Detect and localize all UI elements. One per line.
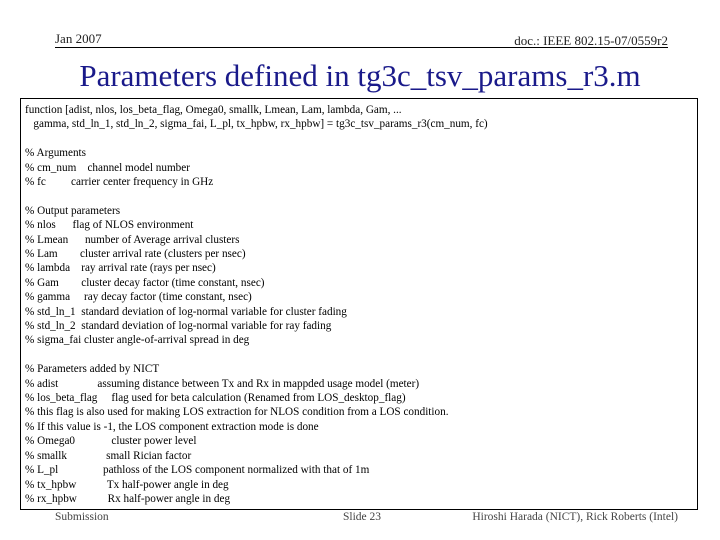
code-line: % los_beta_flag flag used for beta calculation (Renamed from LOS_desktop_flag) — [25, 392, 406, 405]
code-line: % smallk small Rician factor — [25, 449, 192, 462]
code-box — [20, 98, 698, 510]
nict-block — [25, 362, 693, 506]
code-line: % std_ln_1 standard deviation of log-normal variable for cluster fading — [25, 305, 347, 318]
code-line: % sigma_fai cluster angle-of-arrival spread in deg — [25, 334, 250, 347]
code-line: % this flag is also used for making LOS extraction for NLOS condition from a LOS condition. — [25, 406, 449, 419]
code-line: % nlos flag of NLOS environment — [25, 219, 194, 232]
code-line: % std_ln_2 standard deviation of log-normal variable for ray fading — [25, 320, 332, 333]
code-line: % tx_hpbw Tx half-power angle in deg — [25, 478, 229, 491]
code-line: % Lam cluster arrival rate (clusters per nsec) — [25, 248, 246, 261]
spacer — [25, 132, 693, 146]
footer-slide-number: Slide 23 — [343, 511, 382, 523]
outputs-block — [25, 204, 693, 348]
code-line: % Lmean number of Average arrival clusters — [25, 233, 240, 246]
code-line: % lambda ray arrival rate (rays per nsec) — [25, 262, 216, 275]
code-line: % Omega0 cluster power level — [25, 435, 197, 448]
spacer — [25, 189, 693, 203]
code-line: % L_pl pathloss of the LOS component normalized with that of 1m — [25, 464, 370, 477]
code-line: % Gam cluster decay factor (time constant, nsec) — [25, 276, 265, 289]
code-line: % Arguments — [25, 147, 87, 160]
signature-block — [25, 103, 693, 132]
footer-submission: Submission — [55, 511, 109, 523]
code-line: % Parameters added by NICT — [25, 363, 160, 376]
header-rule — [55, 47, 668, 48]
spacer — [25, 348, 693, 362]
arguments-block — [25, 146, 693, 189]
code-line: function [adist, nlos, los_beta_flag, Omega0, smallk, Lmean, Lam, lambda, Gam, ... — [25, 104, 402, 116]
header-date: Jan 2007 — [55, 31, 102, 46]
code-line: % cm_num channel model number — [25, 161, 190, 174]
code-line: gamma, std_ln_1, std_ln_2, sigma_fai, L_pl, tx_hpbw, rx_hpbw] = tg3c_tsv_params_r3(cm_num, fc) — [25, 118, 488, 131]
code-line: % fc carrier center frequency in GHz — [25, 176, 214, 189]
slide-title: Parameters defined in tg3c_tsv_params_r3.m — [79, 58, 641, 93]
code-line: % adist assuming distance between Tx and Rx in mappded usage model (meter) — [25, 377, 420, 390]
code-line: % Output parameters — [25, 204, 121, 217]
code-line: % gamma ray decay factor (time constant, nsec) — [25, 291, 252, 304]
footer-authors: Hiroshi Harada (NICT), Rick Roberts (Intel) — [472, 511, 678, 523]
code-line: % rx_hpbw Rx half-power angle in deg — [25, 492, 231, 505]
header-doc-id: doc.: IEEE 802.15-07/0559r2 — [514, 33, 668, 48]
code-line: % If this value is -1, the LOS component extraction mode is done — [25, 420, 319, 433]
